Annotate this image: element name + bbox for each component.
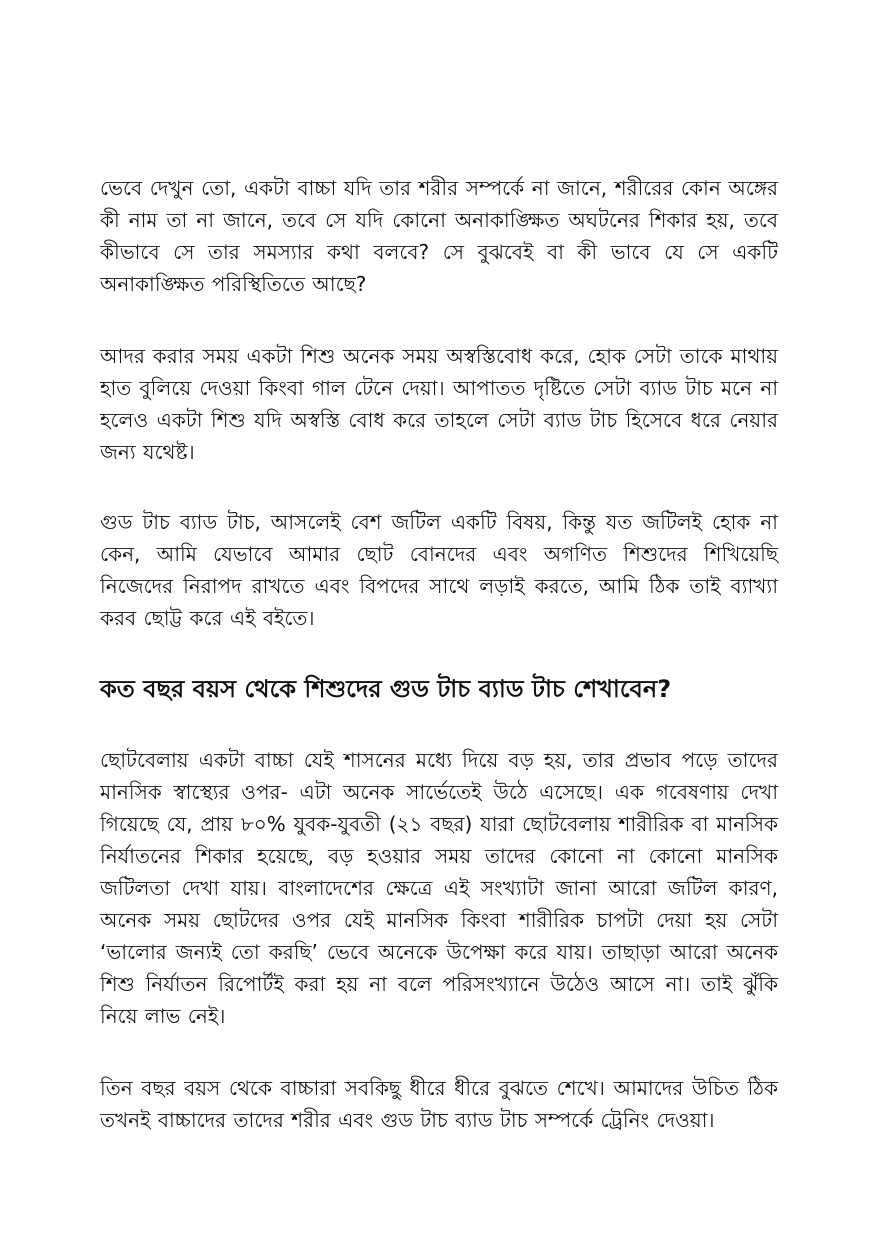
section-heading: কত বছর বয়স থেকে শিশুদের গুড টাচ ব্যাড টাচ শেখাবেন? — [100, 675, 672, 703]
paragraph-complexity: গুড টাচ ব্যাড টাচ, আসলেই বেশ জটিল একটি বিষয়, কিন্তু যত জটিলই হোক না কেন, আমি যেভাবে আমার ছোট বোনদের এবং অগণিত শিশুদের শিখিয়েছি নিজেদের নিরাপদ রাখতে এবং বিপদের সাথে লড়াই করতে, আমি ঠিক তাই ব্যাখ্যা করব ছোট্ট করে এই বইতে। — [100, 510, 778, 630]
paragraph-discomfort: আদর করার সময় একটা শিশু অনেক সময় অস্বস্তিবোধ করে, হোক সেটা তাকে মাথায় হাত বুলিয়ে দেওয়া কিংবা গাল টেনে দেয়া। আপাতত দৃষ্টিতে সেটা ব্যাড টাচ মনে না হলেও একটা শিশু যদি অস্বস্তি বোধ করে তাহলে সেটা ব্যাড টাচ হিসেবে ধরে নেয়ার জন্য যথেষ্ট। — [100, 344, 778, 464]
paragraph-body-awareness: ভেবে দেখুন তো, একটা বাচ্চা যদি তার শরীর সম্পর্কে না জানে, শরীরের কোন অঙ্গের কী নাম তা না জানে, তবে সে যদি কোনো অনাকাঙ্ক্ষিত অঘটনের শিকার হয়, তবে কীভাবে সে তার সমস্যার কথা বলবে? সে বুঝবেই বা কী ভাবে যে সে একটি অনাকাঙ্ক্ষিত পরিস্থিতিতে আছে? — [100, 176, 778, 296]
paragraph-age-three: তিন বছর বয়স থেকে বাচ্চারা সবকিছু ধীরে ধীরে বুঝতে শেখে। আমাদের উচিত ঠিক তখনই বাচ্চাদের তাদের শরীর এবং গুড টাচ ব্যাড টাচ সম্পর্কে ট্রেনিং দেওয়া। — [100, 1076, 778, 1132]
paragraph-research: ছোটবেলায় একটা বাচ্চা যেই শাসনের মধ্যে দিয়ে বড় হয়, তার প্রভাব পড়ে তাদের মানসিক স্বাস্থ্যের ওপর- এটা অনেক সার্ভেতেই উঠে এসেছে। এক গবেষণায় দেখা গিয়েছে যে, প্রায় ৮০% যুবক-যুবতী (২১ বছর) যারা ছোটবেলায় শারীরিক বা মানসিক নির্যাতনের শিকার হয়েছে, বড় হওয়ার সময় তাদের কোনো না কোনো মানসিক জটিলতা দেখা যায়। বাংলাদেশের ক্ষেত্রে এই সংখ্যাটা জানা আরো জটিল কারণ, অনেক সময় ছোটদের ওপর যেই মানসিক কিংবা শারীরিক চাপটা দেয়া হয় সেটা ‘ভালোর জন্যই তো করছি’ ভেবে অনেকে উপেক্ষা করে যায়। তাছাড়া আরো অনেক শিশু নির্যাতন রিপোর্টই করা হয় না বলে পরিসংখ্যানে উঠেও আসে না। তাই ঝুঁকি নিয়ে লাভ নেই। — [100, 748, 778, 1028]
